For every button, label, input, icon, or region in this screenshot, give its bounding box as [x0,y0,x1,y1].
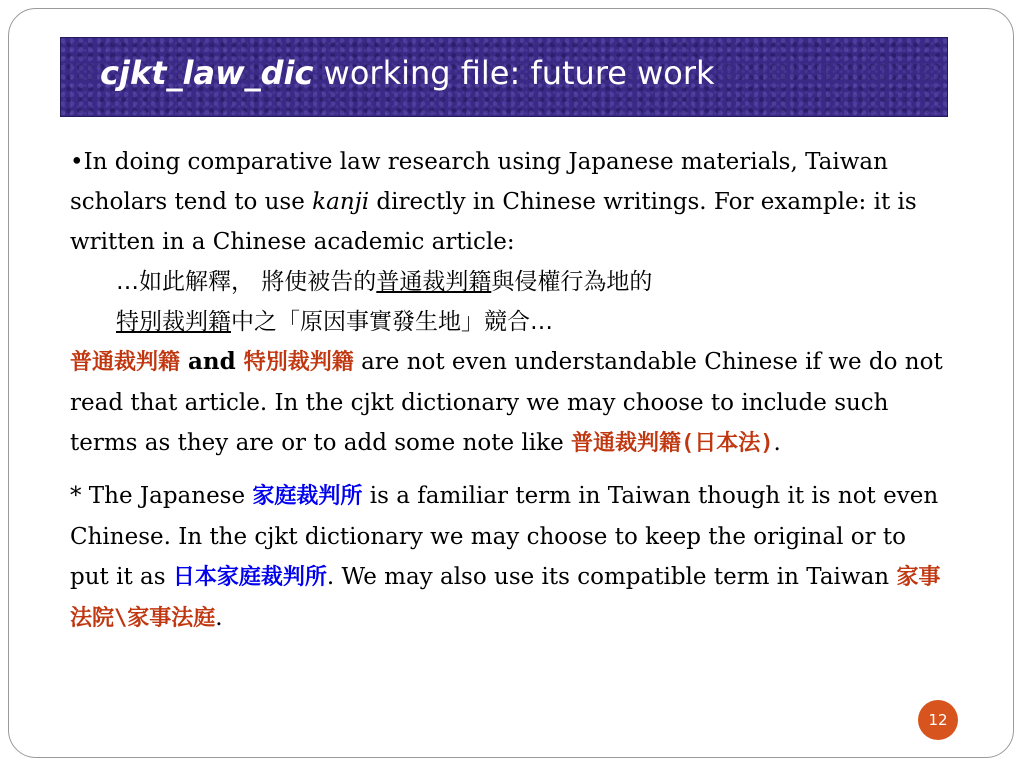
fc-text-1: * The Japanese [70,483,253,509]
quote-block [70,262,950,342]
quote-text-1: …如此解釋， 將使被告的 [116,269,377,295]
spacer [70,464,950,476]
fc-text-2: is a familiar term in Taiwan though it is not even Chinese. In the cjkt dictionary we may choose to keep the original or to put it as [70,483,939,590]
quote-term-1: 普通裁判籍 [376,269,492,295]
slide-content [70,142,950,639]
title-rest: working file: future work [313,54,715,92]
quote-text-3: 中之「原因事實發生地」競合… [231,309,553,335]
terms-end: . [773,430,781,456]
term-futsu: 普通裁判籍 [70,350,181,375]
fc-text-3: . We may also use its compatible term in Taiwan [326,564,897,590]
term-note: 普通裁判籍(日本法) [571,431,774,456]
term-katei: 家庭裁判所 [252,484,363,509]
fc-text-4: . [215,605,223,631]
quote-term-2: 特別裁判籍 [116,309,231,335]
intro-text-1: •In doing comparative law research using Japanese materials, Taiwan scholars tend to use [70,149,888,215]
paragraph-terms [70,342,950,464]
paragraph-family-court [70,476,950,639]
paragraph-intro [70,142,950,262]
slide-title [100,54,715,92]
term-nihon-katei: 日本家庭裁判所 [172,565,327,590]
quote-text-2: 與侵權行為地的 [491,269,653,295]
term-tokubetsu: 特別裁判籍 [243,350,354,375]
terms-text: are not even understandable Chinese if we do not read that article. In the cjkt dictionary we may choose to include such terms as they are or to add some note like [70,349,943,456]
term-taiwan: 家事法院\家事法庭 [70,565,941,631]
intro-kanji: kanji [312,189,370,215]
intro-text-2: directly in Chinese writings. For example: it is written in a Chinese academic article: [70,189,917,255]
title-bold: cjkt_law_dic [100,54,314,92]
page-number-badge: 12 [918,700,958,740]
and-word: and [180,348,244,375]
